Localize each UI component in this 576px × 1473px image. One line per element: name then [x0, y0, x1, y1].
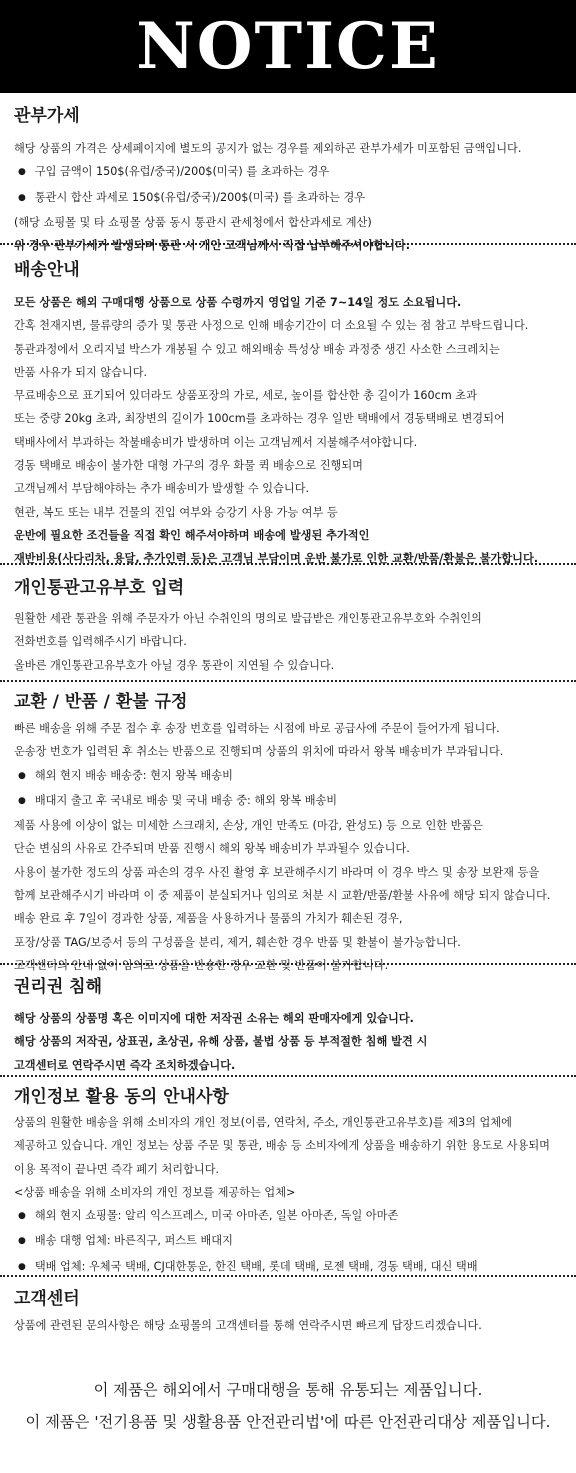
dotted-divider: [0, 963, 576, 965]
paragraph-line: 전화번호를 입력해주시기 바랍니다.: [14, 635, 187, 649]
section-title: 고객센터: [14, 1289, 80, 1309]
paragraph-line: 또는 중량 20kg 초과, 최장변의 길이가 100cm를 초과하는 경우 일반 택배에서 경동택배로 변경되어: [14, 412, 505, 426]
section-customs-duty: [0, 104, 576, 257]
paragraph-line: 사용이 불가한 정도의 상품 파손의 경우 사진 촬영 후 보관해주시기 바라며 이 경우 박스 및 송장 보완재 등을: [14, 865, 540, 879]
paragraph-line: 고객센터의 안내 없이 임의로 상품을 반송한 경우 교환 및 반품이 불가합니다.: [14, 958, 389, 972]
bullet-item: ● 배대지 출고 후 국내로 배송 및 국내 배송 중: 해외 왕복 배송비: [14, 789, 566, 814]
paragraph-line: 해당 상품의 가격은 상세페이지에 별도의 공지가 없는 경우를 제외하곤 관부가세가 미포함된 금액입니다.: [14, 142, 522, 155]
section-body: [14, 607, 566, 677]
footer-line-1: 이 제품은 해외에서 구매대행을 통해 유통되는 제품입니다.: [93, 1381, 483, 1399]
paragraph-line: 간혹 천재지변, 물류량의 증가 및 통관 사정으로 인해 배송기간이 더 소요될 수 있는 점 참고 부탁드립니다.: [14, 319, 529, 333]
bullet-item: ● 택배 업체: 우체국 택배, CJ대한통운, 한진 택배, 롯데 택배, 로젠 택배, 경동 택배, 대신 택배: [14, 1255, 566, 1280]
paragraph-line: 올바른 개인통관고유부호가 아닐 경우 통관이 지연될 수 있습니다.: [14, 658, 335, 672]
section-body: [14, 137, 566, 257]
section-title: 개인통관고유부호 입력: [14, 578, 185, 598]
paragraph-line: 단순 변심의 사유로 간주되며 반품 진행시 해외 왕복 배송비가 부과될수 있습니다.: [14, 842, 410, 856]
bullet-item: ● 해외 현지 쇼핑몰: 알리 익스프레스, 미국 아마존, 일본 아마존, 독일 아마존: [14, 1204, 566, 1229]
dotted-divider: [0, 563, 576, 565]
paragraph-line: 현관, 복도 또는 내부 건물의 진입 여부와 승강기 사용 가능 여부 등: [14, 505, 338, 519]
dotted-divider: [0, 243, 576, 245]
paragraph-line: 운반에 필요한 조건들을 직접 확인 해주셔야하며 배송에 발생된 추가적인: [14, 528, 370, 542]
paragraph-line: <상품 배송을 위해 소비자의 개인 정보를 제공하는 업체>: [14, 1185, 296, 1199]
section-body: [14, 1314, 566, 1337]
paragraph-line: 고객님께서 부담해야하는 추가 배송비가 발생할 수 있습니다.: [14, 482, 310, 496]
paragraph-line: 무료배송으로 표기되어 있더라도 상품포장의 가로, 세로, 높이를 합산한 총 길이가 160cm 초과: [14, 389, 477, 403]
paragraph-line: 모든 상품은 해외 구매대행 상품으로 상품 수령까지 영업일 기준 7~14일 정도 소요됩니다.: [14, 296, 462, 309]
paragraph-line: 재반비용(사다리차, 용달, 추가인력 등)은 고객님 부담이며 운반 불가로 인한 교환/반품/환불은 불가합니다.: [14, 552, 538, 566]
section-body: [14, 1111, 566, 1280]
footer: [0, 1374, 576, 1438]
section-title: 교환 / 반품 / 환불 규정: [14, 692, 188, 712]
section-title: 배송안내: [14, 260, 80, 280]
section-title: 개인정보 활용 동의 안내사항: [14, 1087, 229, 1107]
paragraph-line: 상품에 관련된 문의사항은 해당 쇼핑몰의 고객센터를 통해 연락주시면 빠르게 답장드리겠습니다.: [14, 1319, 482, 1332]
section-customer-center: [0, 1287, 576, 1337]
paragraph-line: 배송 완료 후 7일이 경과한 상품, 제품을 사용하거나 물품의 가치가 훼손된 경우,: [14, 912, 403, 926]
paragraph-line: 이용 목적이 끝나면 즉각 폐기 처리합니다.: [14, 1162, 220, 1176]
section-body: [14, 291, 566, 571]
bullet-item: ● 구입 금액이 150$(유럽/중국)/200$(미국) 를 초과하는 경우: [14, 160, 566, 185]
paragraph-line: 통관과정에서 오리지널 박스가 개봉될 수 있고 해외배송 특성상 배송 과정중 생긴 사소한 스크레치는: [14, 342, 500, 356]
paragraph-line: 해당 상품의 상품명 혹은 이미지에 대한 저작권 소유는 해외 판매자에게 있습니다.: [14, 1012, 414, 1025]
section-shipping-info: [0, 258, 576, 571]
paragraph-line: 제품 사용에 이상이 없는 미세한 스크래치, 손상, 개인 만족도 (마감, 완성도) 등 으로 인한 반품은: [14, 819, 484, 833]
paragraph-line: 원활한 세관 통관을 위해 주문자가 아닌 수취인의 명의로 발급받은 개인통관고유부호와 수취인의: [14, 612, 482, 625]
bullet-item: ● 통관시 합산 과세로 150$(유럽/중국)/200$(미국) 를 초과하는 경우: [14, 186, 566, 211]
bullet-item: ● 해외 현지 배송 배송중: 현지 왕복 배송비: [14, 764, 566, 789]
paragraph-line: 해당 상품의 저작권, 상표권, 초상권, 유해 상품, 불법 상품 등 부적절한 침해 발견 시: [14, 1035, 428, 1049]
paragraph-line: (해당 쇼핑몰 및 타 쇼핑몰 상품 동시 통관시 관세청에서 합산과세로 계산): [14, 215, 372, 229]
dotted-divider: [0, 1275, 576, 1277]
section-customs-code: [0, 576, 576, 677]
section-body: [14, 717, 566, 977]
bullet-item: ● 배송 대행 업체: 바른직구, 퍼스트 배대지: [14, 1229, 566, 1254]
section-title: 권리권 침해: [14, 977, 103, 997]
paragraph-line: 함께 보관해주시기 바라며 이 중 제품이 분실되거나 임의로 처분 시 교환/반품/환불 사유에 해당 되지 않습니다.: [14, 889, 551, 903]
section-privacy-consent: [0, 1085, 576, 1280]
section-rights-infringement: [0, 975, 576, 1077]
paragraph-line: 제공하고 있습니다. 개인 정보는 상품 주문 및 통관, 배송 등 소비자에게 상품을 배송하기 위한 용도로 사용되며: [14, 1139, 550, 1153]
paragraph-line: 경동 택배로 배송이 불가한 대형 가구의 경우 화물 퀵 배송으로 진행되며: [14, 459, 363, 473]
paragraph-line: 운송장 번호가 입력된 후 취소는 반품으로 진행되며 상품의 위치에 따라서 왕복 배송비가 부과됩니다.: [14, 745, 504, 759]
dotted-divider: [0, 680, 576, 682]
notice-title: NOTICE: [136, 8, 440, 84]
section-title: 관부가세: [14, 106, 80, 126]
dotted-divider: [0, 1075, 576, 1077]
paragraph-line: 택배사에서 부과하는 착불배송비가 발생하며 이는 고객님께서 지불해주셔야합니다.: [14, 435, 418, 449]
paragraph-line: 고객센터로 연락주시면 즉각 조치하겠습니다.: [14, 1058, 236, 1072]
footer-line-2: 이 제품은 '전기용품 및 생활용품 안전관리법'에 따른 안전관리대상 제품입니다.: [25, 1413, 551, 1431]
notice-header: [0, 0, 576, 93]
paragraph-line: 위 경우 관부가세가 발생되며 통관 시 개인 고객님께서 직접 납부해주셔야합니다.: [14, 239, 410, 253]
section-exchange-return-refund: [0, 690, 576, 977]
section-body: [14, 1007, 566, 1077]
paragraph-line: 포장/상품 TAG/보증서 등의 구성품을 분리, 제거, 훼손한 경우 반품 및 환불이 불가능합니다.: [14, 935, 461, 949]
paragraph-line: 반품 사유가 되지 않습니다.: [14, 365, 148, 379]
paragraph-line: 상품의 원활한 배송을 위해 소비자의 개인 정보(이름, 연락처, 주소, 개인통관고유부호)를 제3의 업체에: [14, 1116, 512, 1129]
paragraph-line: 빠른 배송을 위해 주문 접수 후 송장 번호를 입력하는 시점에 바로 공급사에 주문이 들어가게 됩니다.: [14, 722, 500, 735]
